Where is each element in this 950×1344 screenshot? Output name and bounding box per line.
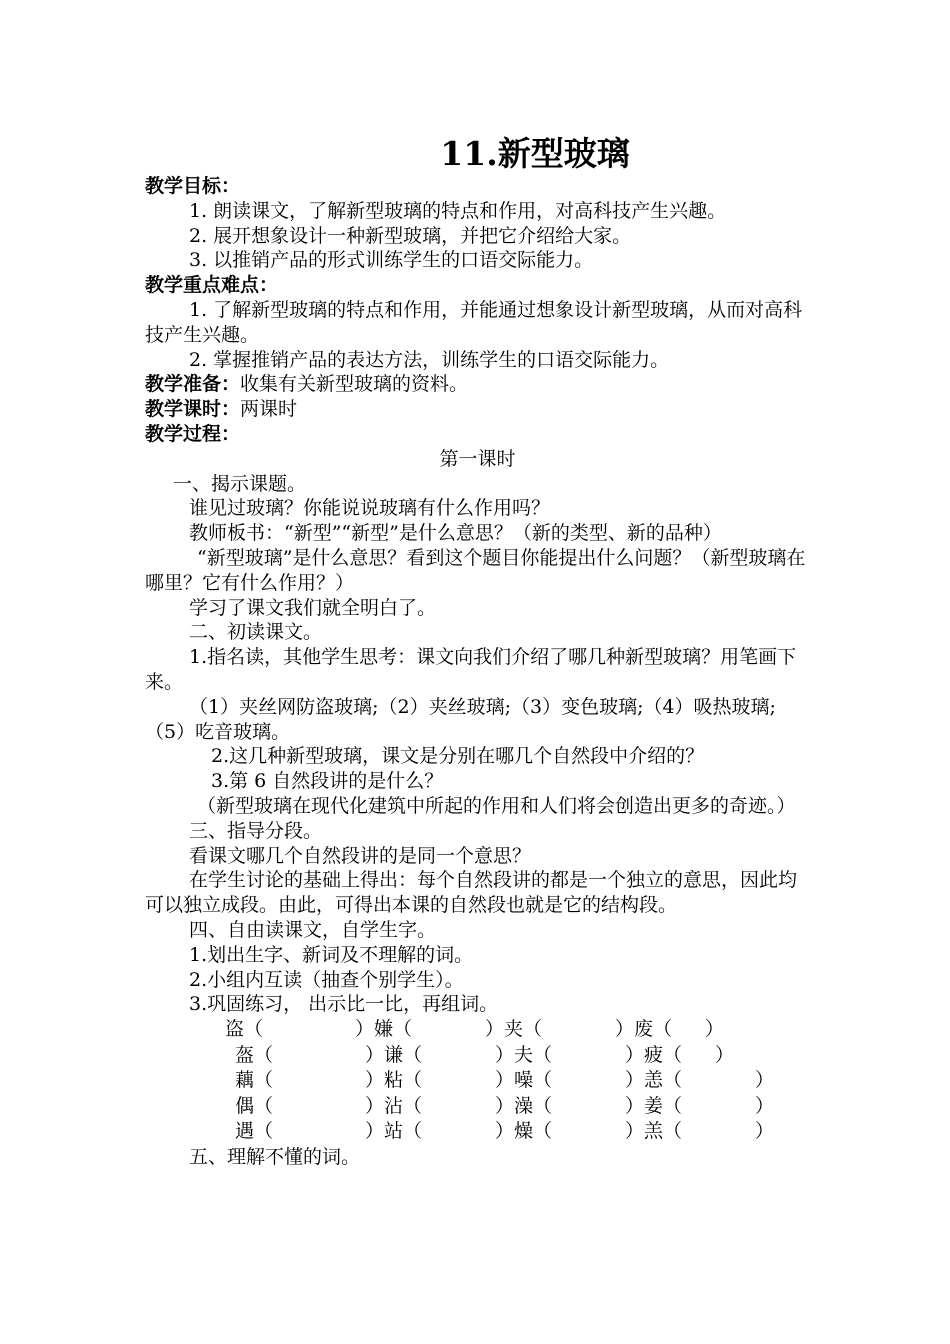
section2-heading: 二、初读课文。 xyxy=(189,621,323,644)
char-cell: 藕（ xyxy=(235,1069,274,1092)
char-cell: ）夫（ xyxy=(495,1043,553,1066)
goals-heading: 教学目标： xyxy=(145,175,241,197)
section4-line: 3.巩固练习， 出示比一比，再组词。 xyxy=(189,993,499,1016)
char-cell: ） xyxy=(755,1120,775,1143)
section2-line: （1）夹丝网防盗玻璃;（2）夹丝玻璃;（3）变色玻璃;（4）吸热玻璃;（5）吃音玻璃。 xyxy=(145,695,776,743)
section4-heading: 四、自由读课文，自学生字。 xyxy=(189,918,437,941)
prep-heading: 教学准备： xyxy=(145,373,241,396)
section1-heading: 一、揭示课题。 xyxy=(173,472,307,495)
goal-item: 2. 展开想象设计一种新型玻璃，并把它介绍给大家。 xyxy=(189,224,632,247)
char-row xyxy=(145,1017,810,1043)
lesson-title: 第一课时 xyxy=(439,447,516,470)
char-cell: ）嫌（ xyxy=(355,1018,413,1041)
keypoint-item: 1. 了解新型玻璃的特点和作用，并能通过想象设计新型玻璃，从而对高科技产生兴趣。 xyxy=(145,298,803,346)
section2-line: 2.这几种新型玻璃，课文是分别在哪几个自然段中介绍的？ xyxy=(211,745,705,768)
char-cell: ）废（ xyxy=(615,1018,673,1041)
char-row xyxy=(145,1043,810,1069)
document-body xyxy=(145,174,810,1169)
section5-heading: 五、理解不懂的词。 xyxy=(189,1145,361,1168)
char-cell: ）羔（ xyxy=(625,1120,683,1143)
hours-line xyxy=(145,397,810,422)
char-cell: ）夹（ xyxy=(485,1018,543,1041)
hours-text: 两课时 xyxy=(240,398,298,421)
section1-line: 学习了课文我们就全明白了。 xyxy=(189,596,437,619)
section1-line: “新型玻璃”是什么意思？看到这个题目你能提出什么问题？（新型玻璃在哪里？它有什么作用？） xyxy=(145,546,806,594)
prep-line xyxy=(145,372,810,397)
document-title: 11.新型玻璃 xyxy=(440,134,630,173)
char-cell: 盔（ xyxy=(235,1043,274,1066)
section1-line: 谁见过玻璃？你能说说玻璃有什么作用吗？ xyxy=(189,497,551,520)
char-cell: 遇（ xyxy=(235,1120,274,1143)
prep-text: 收集有关新型玻璃的资料。 xyxy=(240,373,469,396)
char-cell: ）谦（ xyxy=(365,1043,423,1066)
char-cell: ） xyxy=(705,1018,725,1041)
char-cell: ）燥（ xyxy=(495,1120,553,1143)
char-cell: ）姜（ xyxy=(625,1094,683,1117)
process-heading: 教学过程： xyxy=(145,422,241,445)
char-row xyxy=(145,1119,810,1145)
char-cell: ）澡（ xyxy=(495,1094,553,1117)
goal-item: 3. 以推销产品的形式训练学生的口语交际能力。 xyxy=(189,249,594,272)
section4-line: 2.小组内互读（抽查个别学生）。 xyxy=(189,968,464,991)
char-cell: 偶（ xyxy=(235,1094,274,1117)
hours-heading: 教学课时： xyxy=(145,398,241,421)
section1-line: 教师板书：“新型”“新型”是什么意思？（新的类型、新的品种） xyxy=(189,522,722,545)
goal-item: 1. 朗读课文，了解新型玻璃的特点和作用，对高科技产生兴趣。 xyxy=(189,199,727,222)
char-cell: ） xyxy=(755,1069,775,1092)
char-cell: 盗（ xyxy=(225,1018,264,1041)
char-cell: ）站（ xyxy=(365,1120,423,1143)
char-compare-table xyxy=(145,1017,810,1145)
char-cell: ）恙（ xyxy=(625,1069,683,1092)
section3-line: 看课文哪几个自然段讲的是同一个意思？ xyxy=(189,844,532,867)
char-cell: ） xyxy=(755,1094,775,1117)
section2-line: 3.第 6 自然段讲的是什么？ xyxy=(211,770,444,793)
char-cell: ）粘（ xyxy=(365,1069,423,1092)
char-row xyxy=(145,1068,810,1094)
char-cell: ）沾（ xyxy=(365,1094,423,1117)
char-row xyxy=(145,1094,810,1120)
keypoints-heading: 教学重点难点： xyxy=(145,274,279,297)
section4-line: 1.划出生字、新词及不理解的词。 xyxy=(189,943,474,966)
char-cell: ）噪（ xyxy=(495,1069,553,1092)
char-cell: ）疲（ xyxy=(625,1043,683,1066)
section2-line: 1.指名读，其他学生思考：课文向我们介绍了哪几种新型玻璃？用笔画下来。 xyxy=(145,646,797,693)
keypoint-item: 2. 掌握推销产品的表达方法，训练学生的口语交际能力。 xyxy=(189,348,670,371)
section3-heading: 三、指导分段。 xyxy=(189,819,323,842)
section3-line: 在学生讨论的基础上得出：每个自然段讲的都是一个独立的意思，因此均可以独立成段。由此，可得出本课的自然段也就是它的结构段。 xyxy=(145,869,798,917)
char-cell: ） xyxy=(715,1043,735,1066)
section2-line: （新型玻璃在现代化建筑中所起的作用和人们将会创造出更多的奇迹。） xyxy=(197,794,796,817)
